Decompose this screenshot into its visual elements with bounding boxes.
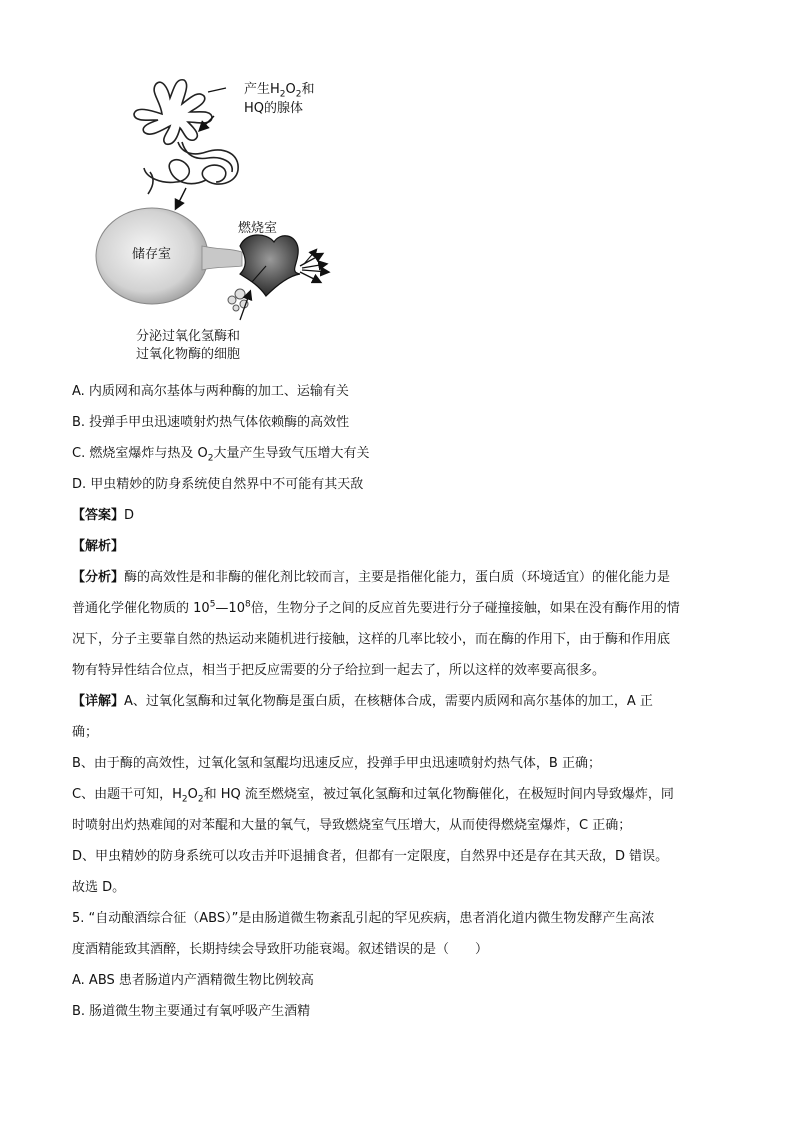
option-a: A. 内质网和高尔基体与两种酶的加工、运输有关 <box>72 384 349 399</box>
secretory-cells-label-1: 分泌过氧化氢酶和 <box>136 329 241 344</box>
detail-c-line-1: C、由题干可知，$H_2O_2$和 HQ 流至燃烧室，被过氧化氢酶和过氧化物酶催化，在极短时间内导致爆炸，同 <box>72 787 674 805</box>
detail-a-line-1: 【详解】A、过氧化氢酶和过氧化物酶是蛋白质，在核糖体合成，需要内质网和高尔基体的加工，A 正 <box>72 694 653 709</box>
analysis-line-2: 普通化学催化物质的 $10^5—10^8$倍，生物分子之间的反应首先要进行分子碰撞接触，如果在没有酶作用的情 <box>72 599 680 616</box>
storage-chamber-label: 储存室 <box>132 247 172 262</box>
option-b: B. 投弹手甲虫迅速喷射灼热气体依赖酶的高效性 <box>72 415 350 430</box>
detail-b: B、由于酶的高效性，过氧化氢和氢醌均迅速反应，投弹手甲虫迅速喷射灼热气体，B 正确； <box>72 756 601 771</box>
option-d: D. 甲虫精妙的防身系统使自然界中不可能有其天敌 <box>72 477 364 492</box>
option-c: C. 燃烧室爆炸与热及 $O_2$大量产生导致气压增大有关 <box>72 446 370 464</box>
detail-c-line-2: 时喷射出灼热难闻的对苯醌和大量的氧气，导致燃烧室气压增大，从而使得燃烧室爆炸，C 正确； <box>72 818 632 833</box>
answer-value: D <box>124 508 135 523</box>
answer-line <box>72 500 722 531</box>
gland-label: 产生$H_2O_2$和 <box>244 82 315 100</box>
conclusion: 故选 D。 <box>72 880 126 895</box>
beetle-defense-figure <box>90 70 350 370</box>
secretory-cells-label-2: 过氧化物酶的细胞 <box>136 347 241 362</box>
analysis-line-3: 况下，分子主要靠自然的热运动来随机进行接触，这样的几率比较小，而在酶的作用下，由于酶和作用底 <box>72 632 671 647</box>
question-5-option-a: A. ABS 患者肠道内产酒精微生物比例较高 <box>72 973 314 988</box>
document-body <box>72 376 722 1027</box>
combustion-chamber <box>240 235 300 296</box>
combustion-chamber-label: 燃烧室 <box>238 221 278 236</box>
analysis-line-1: 【分析】酶的高效性是和非酶的催化剂比较而言，主要是指催化能力，蛋白质（环境适宜）的催化能力是 <box>72 570 671 585</box>
question-5-line-2: 度酒精能致其酒醉，长期持续会导致肝功能衰竭。叙述错误的是（ ） <box>72 942 489 957</box>
beetle-gland-diagram <box>90 70 350 370</box>
detail-a-line-2: 确； <box>72 725 99 740</box>
gland-shape <box>134 80 212 145</box>
question-5-option-b: B. 肠道微生物主要通过有氧呼吸产生酒精 <box>72 1004 311 1019</box>
analysis-heading: 【解析】 <box>72 539 125 554</box>
duct <box>144 142 238 194</box>
answer-tag: 【答案】 <box>72 508 125 523</box>
gland-label-line2: HQ的腺体 <box>244 101 304 116</box>
detail-d: D、甲虫精妙的防身系统可以攻击并吓退捕食者，但都有一定限度，自然界中还是存在其天敌，D 错误。 <box>72 849 669 864</box>
question-5-line-1: 5. “自动酿酒综合征（ABS）”是由肠道微生物紊乱引起的罕见疾病，患者消化道内微生物发酵产生高浓 <box>72 911 655 926</box>
analysis-line-4: 物有特异性结合位点，相当于把反应需要的分子给拉到一起去了，所以这样的效率要高很多。 <box>72 663 606 678</box>
